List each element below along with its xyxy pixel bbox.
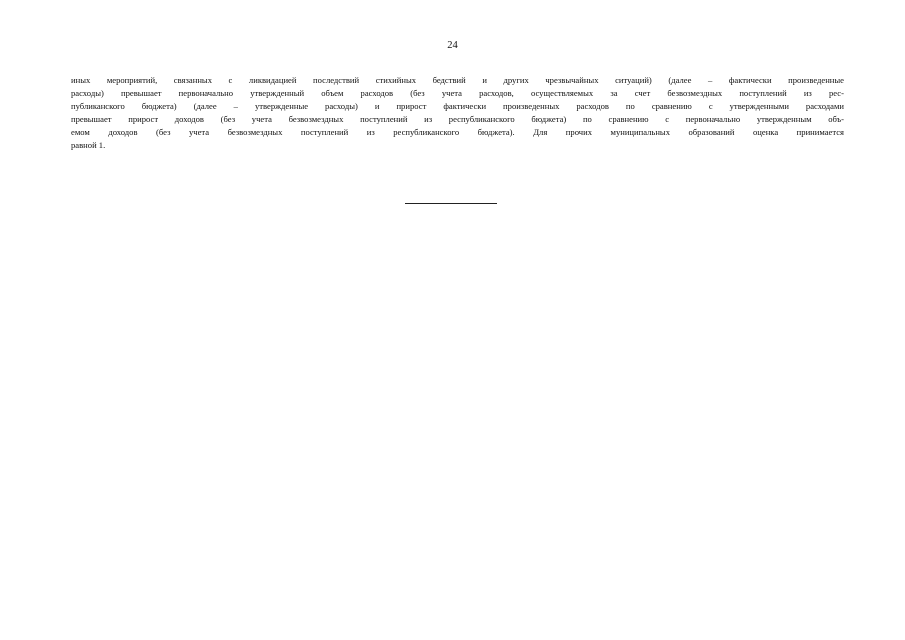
- paragraph-line: публиканского бюджета) (далее – утвержденные расходы) и прирост фактически произведенных расходов по сравнению с утвержденными расходами: [71, 100, 844, 111]
- paragraph-line: расходы) превышает первоначально утвержденный объем расходов (без учета расходов, осуществляемых за счет безвозмездных поступлений из рес-: [71, 87, 844, 98]
- page-number: 24: [447, 40, 458, 51]
- paragraph-line: иных мероприятий, связанных с ликвидацией последствий стихийных бедствий и других чрезвычайных ситуаций) (далее – фактически произведенные: [71, 75, 844, 85]
- end-separator-line: [405, 203, 497, 204]
- paragraph-line: емом доходов (без учета безвозмездных поступлений из республиканского бюджета). Для прочих муниципальных образований оценка принимается: [71, 126, 844, 137]
- body-paragraph: [71, 74, 844, 151]
- paragraph-line: превышает прирост доходов (без учета безвозмездных поступлений из республиканского бюджета) по сравнению с первоначально утвержденным объ-: [71, 113, 844, 124]
- paragraph-line: равной 1.: [71, 139, 106, 150]
